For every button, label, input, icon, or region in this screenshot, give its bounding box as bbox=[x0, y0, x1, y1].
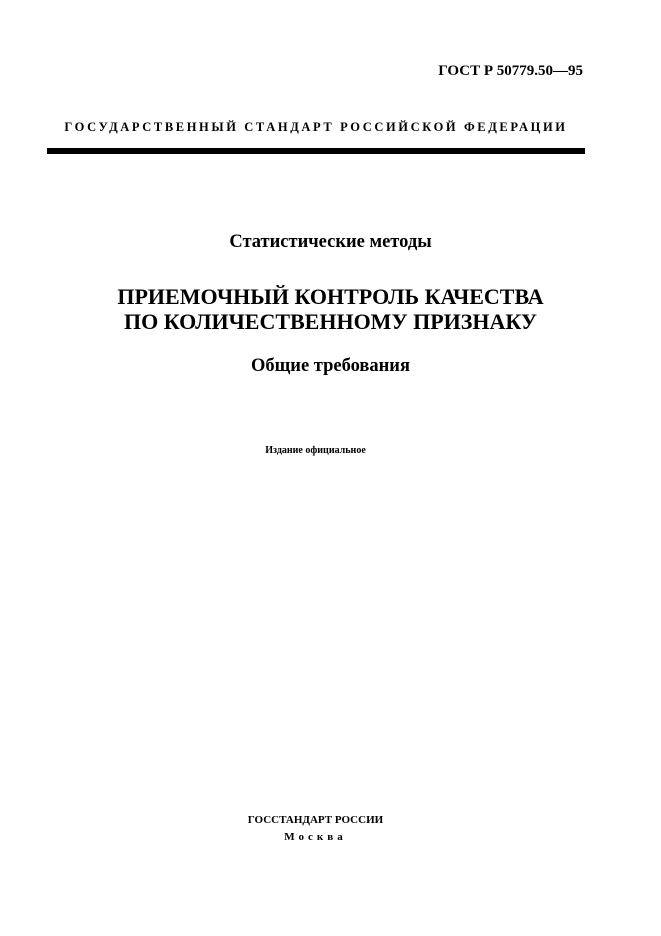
publisher: ГОССТАНДАРТ РОССИИ bbox=[247, 814, 384, 826]
main-title-line-1: ПРИЕМОЧНЫЙ КОНТРОЛЬ КАЧЕСТВА bbox=[117, 284, 544, 309]
organization-header: ГОСУДАРСТВЕННЫЙ СТАНДАРТ РОССИЙСКОЙ ФЕДЕРАЦИИ bbox=[64, 120, 568, 134]
subtitle: Общие требования bbox=[251, 356, 410, 376]
main-title bbox=[0, 284, 661, 334]
series-title: Статистические методы bbox=[229, 232, 432, 252]
header-divider bbox=[47, 148, 585, 154]
main-title-line-2: ПО КОЛИЧЕСТВЕННОМУ ПРИЗНАКУ bbox=[123, 309, 538, 334]
edition-note: Издание официальное bbox=[265, 445, 366, 456]
document-number: ГОСТ Р 50779.50—95 bbox=[438, 63, 583, 79]
city: Москва bbox=[284, 831, 347, 843]
